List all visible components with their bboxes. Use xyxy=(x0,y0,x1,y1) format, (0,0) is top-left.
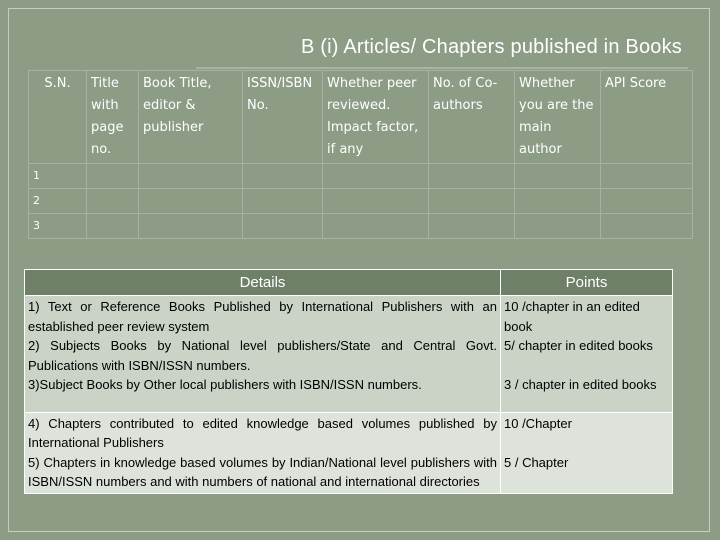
detail-item: 5) Chapters in knowledge based volumes by Indian/National level publishers with ISBN/ISSN numbers and with numbers of national and international directories xyxy=(28,454,497,489)
details-header: Details xyxy=(25,270,501,296)
table-header-row xyxy=(29,71,693,164)
points-cell xyxy=(501,296,673,413)
row-number: 2 xyxy=(29,189,87,214)
header-title-page: Title with page no. xyxy=(87,71,139,164)
empty-cell[interactable] xyxy=(243,214,323,239)
table-row xyxy=(25,296,673,413)
header-api-score: API Score xyxy=(601,71,693,164)
empty-cell[interactable] xyxy=(323,189,429,214)
points-cell xyxy=(501,412,673,493)
empty-cell[interactable] xyxy=(601,214,693,239)
header-issn-isbn: ISSN/ISBN No. xyxy=(243,71,323,164)
page-title: B (i) Articles/ Chapters published in Books xyxy=(301,36,682,58)
empty-cell[interactable] xyxy=(243,164,323,189)
table-row xyxy=(29,189,693,214)
articles-form-table xyxy=(28,70,693,239)
points-header: Points xyxy=(501,270,673,296)
points-item: 10 /Chapter xyxy=(504,415,572,431)
empty-cell[interactable] xyxy=(429,164,515,189)
empty-cell[interactable] xyxy=(87,189,139,214)
empty-cell[interactable] xyxy=(243,189,323,214)
empty-cell[interactable] xyxy=(601,189,693,214)
empty-cell[interactable] xyxy=(601,164,693,189)
details-header-row xyxy=(25,270,673,296)
row-number: 3 xyxy=(29,214,87,239)
row-number: 1 xyxy=(29,164,87,189)
table-row xyxy=(29,164,693,189)
empty-cell[interactable] xyxy=(87,164,139,189)
title-underline xyxy=(196,67,688,69)
details-points-table xyxy=(24,269,673,494)
detail-item: 3)Subject Books by Other local publishers with ISBN/ISSN numbers. xyxy=(28,377,422,392)
table-row xyxy=(29,214,693,239)
points-item: 5 / Chapter xyxy=(504,454,569,470)
empty-cell[interactable] xyxy=(323,164,429,189)
details-cell xyxy=(25,296,501,413)
header-main-author: Whether you are the main author xyxy=(515,71,601,164)
points-item: 10 /chapter in an edited book xyxy=(504,299,640,334)
detail-item: 1) Text or Reference Books Published by International Publishers with an established peer review system xyxy=(28,299,497,334)
detail-item: 4) Chapters contributed to edited knowledge based volumes published by International Publishers xyxy=(28,415,497,450)
header-peer-reviewed: Whether peer reviewed. Impact factor, if any xyxy=(323,71,429,164)
points-item: 3 / chapter in edited books xyxy=(504,377,657,392)
table-row xyxy=(25,412,673,493)
details-cell xyxy=(25,412,501,493)
empty-cell[interactable] xyxy=(515,214,601,239)
header-sn: S.N. xyxy=(29,71,87,164)
header-co-authors: No. of Co-authors xyxy=(429,71,515,164)
empty-cell[interactable] xyxy=(515,189,601,214)
empty-cell[interactable] xyxy=(139,214,243,239)
empty-cell[interactable] xyxy=(429,189,515,214)
empty-cell[interactable] xyxy=(515,164,601,189)
empty-cell[interactable] xyxy=(429,214,515,239)
points-item: 5/ chapter in edited books xyxy=(504,338,653,353)
header-book-title: Book Title, editor & publisher xyxy=(139,71,243,164)
detail-item: 2) Subjects Books by National level publishers/State and Central Govt. Publications with ISBN/ISSN numbers. xyxy=(28,338,497,373)
empty-cell[interactable] xyxy=(87,214,139,239)
empty-cell[interactable] xyxy=(139,164,243,189)
empty-cell[interactable] xyxy=(323,214,429,239)
empty-cell[interactable] xyxy=(139,189,243,214)
